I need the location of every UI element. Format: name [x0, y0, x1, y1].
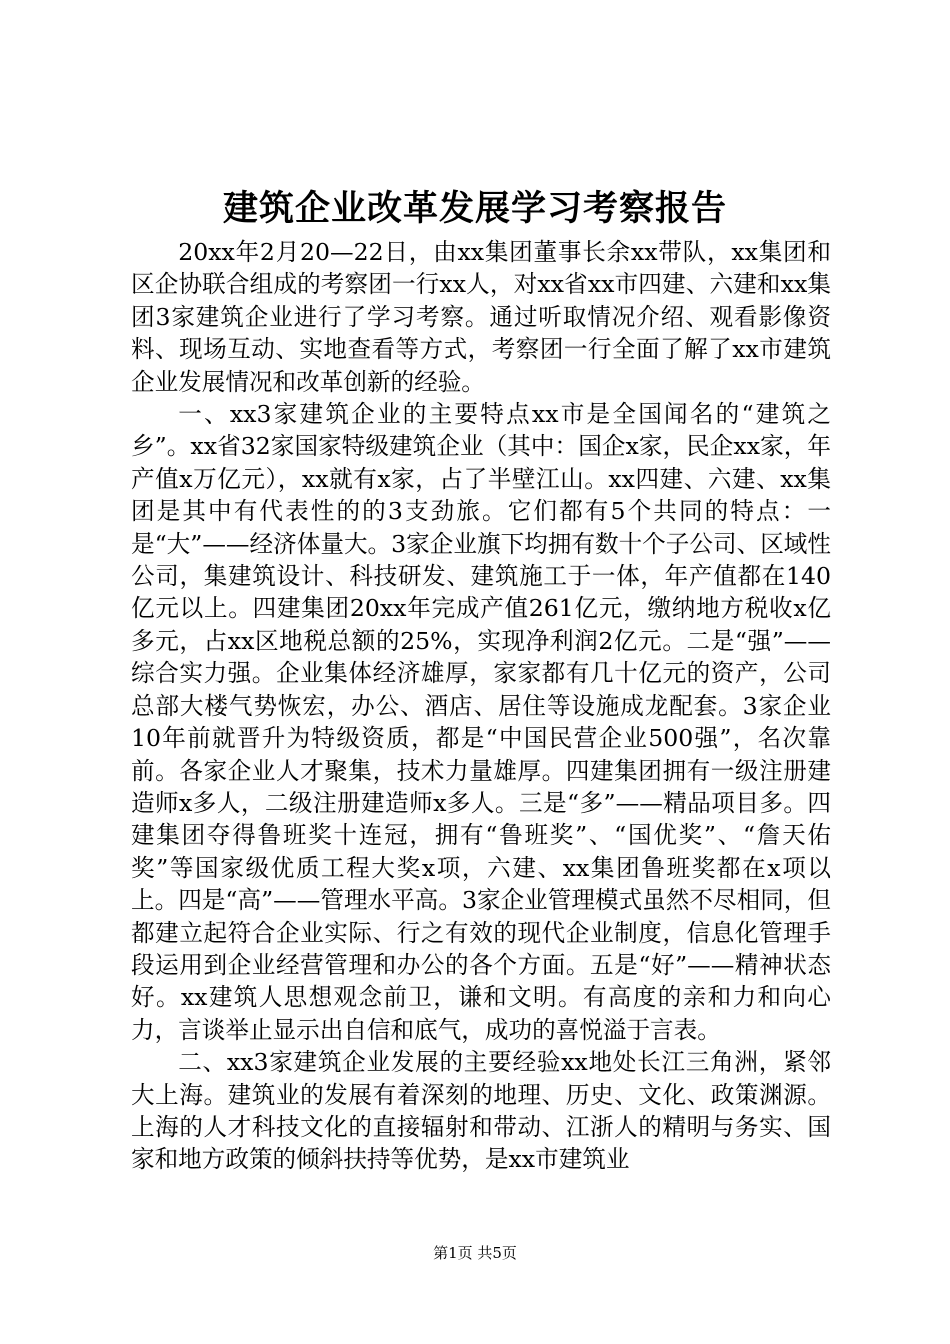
paragraph-section-1: 一、xx3家建筑企业的主要特点xx市是全国闻名的“建筑之乡”。xx省32家国家特级建筑企业（其中：国企x家，民企xx家，年产值x万亿元），xx就有x家，占了半壁江山。xx四建、六建、xx集团是其中有代表性的的3支劲旅。它们都有5个共同的特点：一是“大”——经济体量大。3家企业旗下均拥有数十个子公司、区域性公司，集建筑设计、科技研发、建筑施工于一体，年产值都在140亿元以上。四建集团20xx年完成产值261亿元，缴纳地方税收x亿多元，占xx区地税总额的25%，实现净利润2亿元。二是“强”——综合实力强。企业集体经济雄厚，家家都有几十亿元的资产，公司总部大楼气势恢宏，办公、酒店、居住等设施成龙配套。3家企业10年前就晋升为特级资质，都是“中国民营企业500强”，名次靠前。各家企业人才聚集，技术力量雄厚。四建集团拥有一级注册建造师x多人，二级注册建造师x多人。三是“多”——精品项目多。四建集团夺得鲁班奖十连冠，拥有“鲁班奖”、“国优奖”、“詹天佑奖”等国家级优质工程大奖x项，六建、xx集团鲁班奖都在x项以上。四是“高”——管理水平高。3家企业管理模式虽然不尽相同，但都建立起符合企业实际、行之有效的现代企业制度，信息化管理手段运用到企业经营管理和办公的各个方面。五是“好”——精神状态好。xx建筑人思想观念前卫，谦和文明。有高度的亲和力和向心力，言谈举止显示出自信和底气，成功的喜悦溢于言表。	[131, 400, 831, 1044]
paragraph-section-2: 二、xx3家建筑企业发展的主要经验xx地处长江三角洲，紧邻大上海。建筑业的发展有着深刻的地理、历史、文化、政策渊源。上海的人才科技文化的直接辐射和带动、江浙人的精明与务实、国家和地方政策的倾斜扶持等优势，是xx市建筑业	[131, 1048, 831, 1174]
page-footer: 第1页 共5页	[433, 1244, 517, 1262]
document-title: 建筑企业改革发展学习考察报告	[222, 188, 727, 229]
paragraph-intro: 20xx年2月20—22日，由xx集团董事长余xx带队，xx集团和区企协联合组成的考察团一行xx人，对xx省xx市四建、六建和xx集团3家建筑企业进行了学习考察。通过听取情况介绍、观看影像资料、现场互动、实地查看等方式，考察团一行全面了解了xx市建筑企业发展情况和改革创新的经验。	[131, 238, 831, 396]
document-body	[131, 236, 831, 1176]
